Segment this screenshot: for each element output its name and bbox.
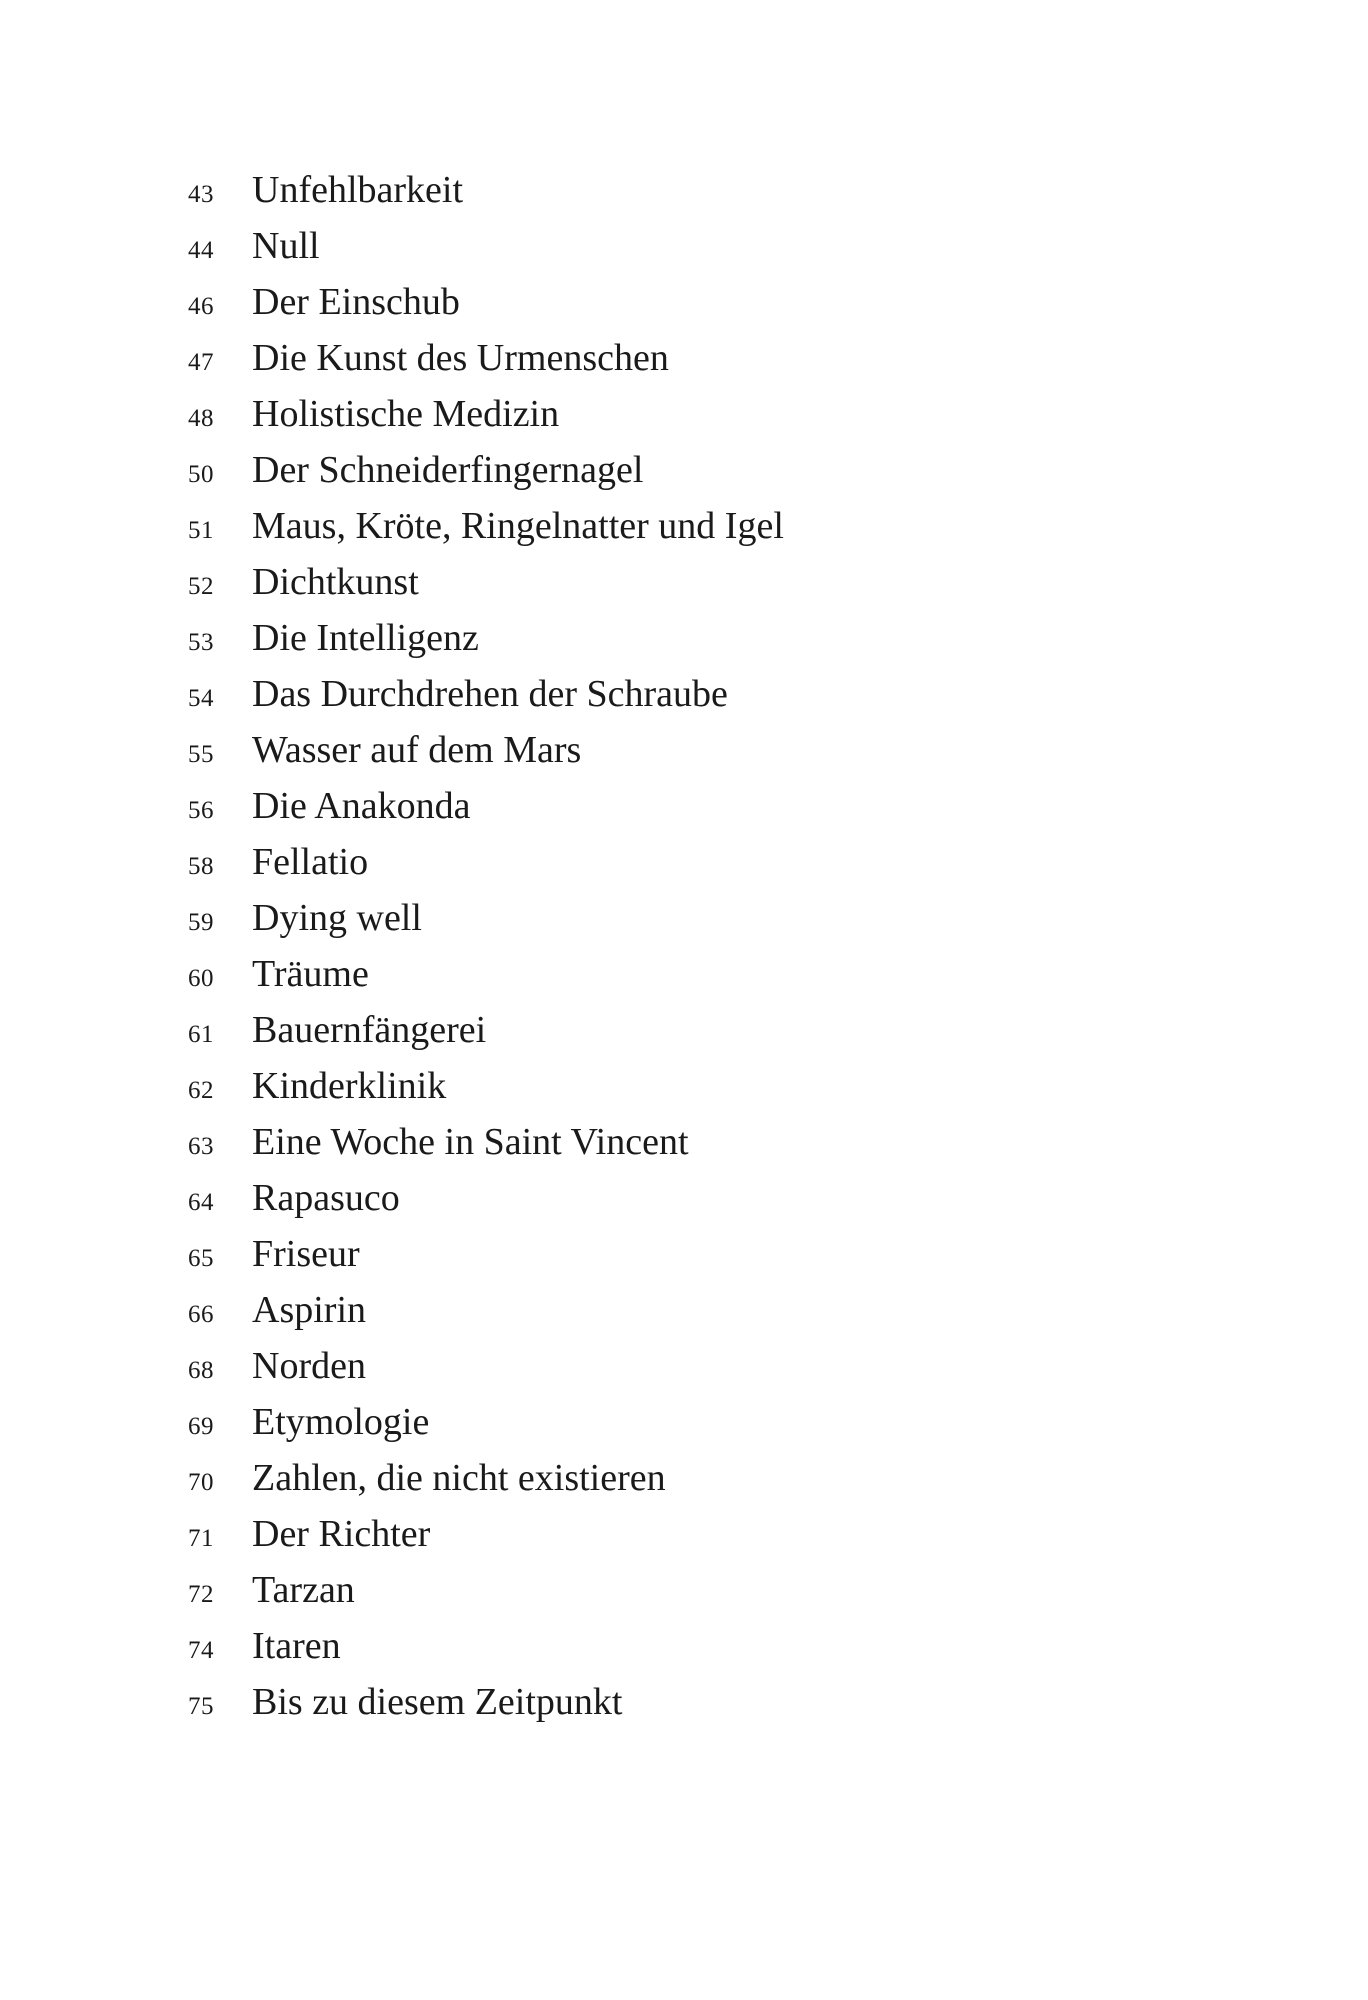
- toc-entry: [188, 274, 784, 330]
- toc-entry: [188, 330, 784, 386]
- table-of-contents: [188, 162, 784, 1730]
- toc-entry-title: Tarzan: [252, 1569, 355, 1611]
- toc-page-number: 47: [188, 349, 214, 376]
- toc-entry-title: Die Intelligenz: [252, 617, 479, 659]
- toc-page-number: 53: [188, 629, 214, 656]
- toc-page-number: 46: [188, 293, 214, 320]
- toc-entry-title: Eine Woche in Saint Vincent: [252, 1121, 689, 1163]
- toc-page-number: 60: [188, 965, 214, 992]
- toc-entry: [188, 1170, 784, 1226]
- toc-entry-title: Itaren: [252, 1625, 341, 1667]
- toc-entry: [188, 498, 784, 554]
- toc-entry: [188, 1282, 784, 1338]
- toc-entry-title: Friseur: [252, 1233, 360, 1275]
- toc-page-number: 48: [188, 405, 214, 432]
- toc-entry-title: Null: [252, 225, 320, 267]
- toc-page-number: 75: [188, 1693, 214, 1720]
- toc-entry: [188, 834, 784, 890]
- toc-page-number: 51: [188, 517, 214, 544]
- toc-entry: [188, 162, 784, 218]
- toc-entry: [188, 554, 784, 610]
- toc-entry: [188, 946, 784, 1002]
- toc-entry-title: Aspirin: [252, 1289, 366, 1331]
- toc-entry: [188, 1114, 784, 1170]
- toc-entry: [188, 722, 784, 778]
- toc-entry-title: Fellatio: [252, 841, 369, 883]
- toc-entry-title: Dying well: [252, 897, 422, 939]
- toc-entry: [188, 1618, 784, 1674]
- toc-page-number: 62: [188, 1077, 214, 1104]
- toc-page-number: 59: [188, 909, 214, 936]
- toc-entry-title: Die Anakonda: [252, 785, 471, 827]
- toc-entry: [188, 890, 784, 946]
- toc-page-number: 63: [188, 1133, 214, 1160]
- toc-entry-title: Bauernfängerei: [252, 1009, 487, 1051]
- toc-entry: [188, 1338, 784, 1394]
- toc-entry-title: Etymologie: [252, 1401, 430, 1443]
- toc-entry-title: Dichtkunst: [252, 561, 419, 603]
- toc-entry-title: Rapasuco: [252, 1177, 400, 1219]
- toc-entry: [188, 666, 784, 722]
- toc-entry-title: Die Kunst des Urmenschen: [252, 337, 669, 379]
- toc-entry-title: Wasser auf dem Mars: [252, 729, 582, 771]
- toc-page-number: 54: [188, 685, 214, 712]
- toc-entry-title: Der Einschub: [252, 281, 460, 323]
- toc-entry: [188, 1674, 784, 1730]
- toc-entry: [188, 610, 784, 666]
- toc-entry: [188, 1226, 784, 1282]
- toc-entry: [188, 386, 784, 442]
- toc-page-number: 72: [188, 1581, 214, 1608]
- toc-entry-title: Unfehlbarkeit: [252, 169, 464, 211]
- toc-page-number: 56: [188, 797, 214, 824]
- toc-entry: [188, 1562, 784, 1618]
- toc-entry: [188, 1058, 784, 1114]
- toc-entry: [188, 778, 784, 834]
- toc-page-number: 44: [188, 237, 214, 264]
- toc-entry-title: Zahlen, die nicht existieren: [252, 1457, 666, 1499]
- toc-entry-title: Der Schneiderfingernagel: [252, 449, 644, 491]
- toc-entry-title: Der Richter: [252, 1513, 431, 1555]
- toc-page-number: 68: [188, 1357, 214, 1384]
- toc-entry: [188, 1002, 784, 1058]
- toc-entry-title: Das Durchdrehen der Schraube: [252, 673, 728, 715]
- toc-entry: [188, 442, 784, 498]
- toc-page-number: 74: [188, 1637, 214, 1664]
- toc-page-number: 66: [188, 1301, 214, 1328]
- toc-entry-title: Norden: [252, 1345, 366, 1387]
- toc-entry-title: Bis zu diesem Zeitpunkt: [252, 1681, 623, 1723]
- toc-entry-title: Kinderklinik: [252, 1065, 447, 1107]
- toc-page-number: 65: [188, 1245, 214, 1272]
- toc-page-number: 52: [188, 573, 214, 600]
- toc-page-number: 69: [188, 1413, 214, 1440]
- toc-page-number: 55: [188, 741, 214, 768]
- toc-page-number: 64: [188, 1189, 214, 1216]
- toc-entry: [188, 1394, 784, 1450]
- toc-page-number: 61: [188, 1021, 214, 1048]
- toc-entry: [188, 218, 784, 274]
- toc-entry-title: Träume: [252, 953, 369, 995]
- toc-entry-title: Holistische Medizin: [252, 393, 560, 435]
- toc-page-number: 43: [188, 181, 214, 208]
- toc-entry: [188, 1450, 784, 1506]
- toc-page-number: 50: [188, 461, 214, 488]
- toc-entry: [188, 1506, 784, 1562]
- toc-page-number: 70: [188, 1469, 214, 1496]
- toc-page-number: 58: [188, 853, 214, 880]
- toc-entry-title: Maus, Kröte, Ringelnatter und Igel: [252, 505, 784, 547]
- toc-page-number: 71: [188, 1525, 214, 1552]
